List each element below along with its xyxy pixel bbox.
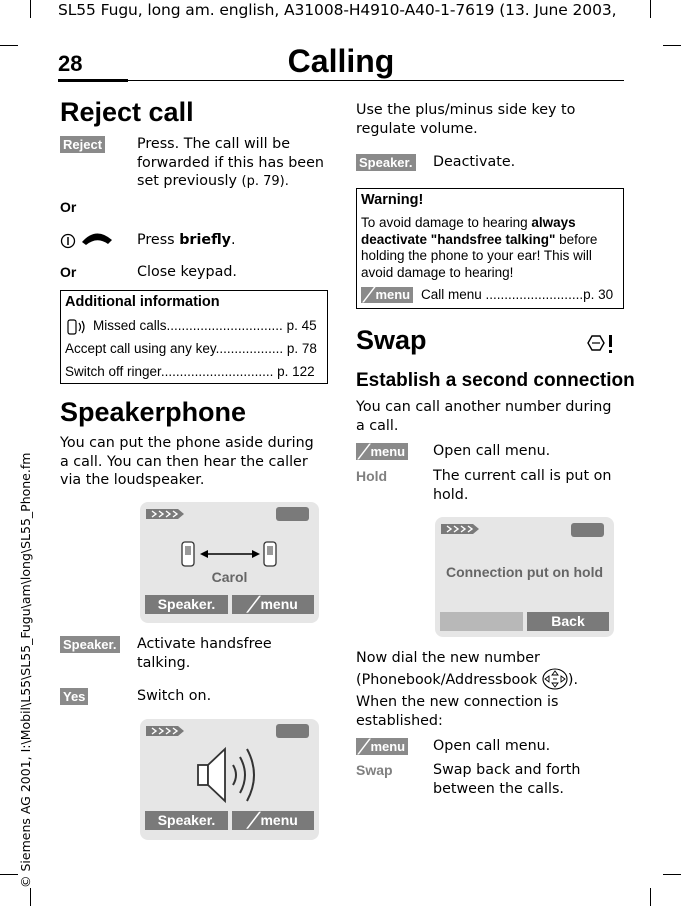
signal-icon [146,506,186,522]
info-row [65,341,317,356]
phone-glyph-icon: ╱ [248,812,261,828]
press-briefly [137,231,236,250]
info-dots: .............................. [160,364,274,379]
warning-bold-deactivate: deactivate "handsfree talking" [361,231,556,247]
open-call-menu-text: Open call menu. [433,443,551,459]
warning-text [361,215,619,281]
yes-description: Switch on. [137,688,212,704]
reject-softkey[interactable]: Reject [60,136,105,153]
call-menu-dots: .......................... [485,287,584,302]
menu-label: menu [375,287,411,302]
phone-glyph-icon: ╱ [359,444,371,459]
signal-icon [146,723,186,739]
warning-pre: To avoid damage to hearing [361,215,532,230]
info-dots: .................. [215,341,284,356]
phone-screen-speaker [140,719,319,840]
hold-message: Connection put on hold [445,564,604,580]
back-softkey[interactable]: Back [527,612,609,631]
loudspeaker-icon [195,743,267,807]
info-page: p. 78 [286,341,317,356]
dial-text: Now dial the new number (Phonebook/Addressbook [356,650,540,688]
crop-mark [650,0,651,18]
or-label: Or [60,264,77,280]
info-dots: ............................... [166,318,283,333]
menu-label: menu [370,444,406,459]
reject-description [137,135,327,192]
speaker-softkey[interactable]: Speaker. [145,811,228,830]
info-row [65,364,315,379]
phone-glyph-icon: ╱ [359,739,371,754]
menu-softkey[interactable] [356,443,408,460]
chapter-title: Calling [287,43,395,79]
info-page: p. 45 [286,318,317,333]
menu-softkey[interactable] [232,595,314,614]
additional-info-title: Additional information [65,294,220,310]
warning-post: before holding the phone to your ear! This will avoid damage to hearing! [361,231,598,280]
running-title: SL55 Fugu, long am. english, A31008-H4910-A40-1-7619 (13. June 2003, [58,1,617,19]
speaker-softkey[interactable]: Speaker. [60,636,120,653]
info-label: Accept call using any key [65,341,216,356]
caller-name: Carol [211,569,248,585]
deactivate-text: Deactivate. [433,154,516,170]
phone-glyph-icon: ╱ [364,287,376,302]
close-keypad: Close keypad. [137,264,237,280]
side-text: © Siemens AG 2001, I:\Mobil\L55\SL55_Fugu\am\long\SL55_Phone.fm [18,452,33,888]
warning-bold-always: always [531,215,576,230]
establish-second-heading: Establish a second connection [356,370,635,391]
menu-softkey[interactable] [232,811,314,830]
call-menu-ref [421,287,613,302]
or-label: Or [60,199,77,215]
call-connection-icon [180,538,280,572]
crop-mark [663,45,681,46]
volume-text: Use the plus/minus side key to regulate volume. [356,102,576,137]
reject-desc-text: Press. The call will be forwarded if this has been set previously [137,136,324,189]
info-page: p. 122 [277,364,315,379]
menu-softkey[interactable] [356,738,408,755]
period: . [231,232,236,248]
crop-mark [30,888,31,906]
phone-screen-call [140,502,319,623]
hold-description: The current call is put on hold. [433,468,612,503]
established-text: When the new connection is established: [356,694,559,729]
menu-label: menu [260,812,298,828]
battery-icon [571,523,604,537]
speaker-softkey[interactable]: Speaker. [356,154,416,171]
header-rule-thick [58,79,128,82]
dial-end: ). [567,671,578,688]
battery-icon [276,507,309,521]
nav-key-icon[interactable] [542,668,568,690]
network-feature-icon [586,332,616,356]
speaker-softkey[interactable]: Speaker. [145,595,228,614]
briefly-text: briefly [179,232,231,248]
phone-screen-hold [435,517,614,637]
page-number: 28 [58,51,83,76]
signal-icon [441,521,481,537]
swap-heading: Swap [356,325,427,355]
swap-intro: You can call another number during a call. [356,399,612,434]
crop-mark [30,0,31,18]
menu-label: menu [260,596,298,612]
speakerphone-intro: You can put the phone aside during a call. You can then hear the caller via the loudspeaker. [60,435,314,488]
missed-calls-icon [65,318,91,336]
open-call-menu-text: Open call menu. [433,738,551,754]
speaker-description: Activate handsfree talking. [137,636,272,671]
yes-softkey[interactable]: Yes [60,688,88,705]
additional-info-box [60,290,328,384]
info-label: Switch off ringer [65,364,161,379]
info-label: Missed calls [93,318,167,333]
warning-title: Warning! [361,192,424,208]
menu-label: menu [370,739,406,754]
end-key-icon[interactable] [60,228,120,252]
crop-mark [663,874,681,875]
battery-icon [276,724,309,738]
call-menu-label: Call menu [421,287,482,302]
reject-ref: (p. 79). [241,174,289,189]
crop-mark [0,45,18,46]
empty-softkey [440,612,523,631]
reject-call-heading: Reject call [60,97,194,127]
press-text: Press [137,232,175,248]
warning-box [356,188,624,309]
swap-option[interactable]: Swap [356,762,393,778]
speakerphone-heading: Speakerphone [60,397,247,427]
header-rule [58,80,624,81]
crop-mark [0,874,18,875]
call-menu-page: p. 30 [583,287,614,302]
phone-glyph-icon: ╱ [248,596,261,612]
crop-mark [650,888,651,906]
hold-option[interactable]: Hold [356,468,388,484]
swap-description: Swap back and forth between the calls. [433,762,581,797]
dial-new-number [356,649,622,690]
menu-softkey[interactable] [361,287,413,303]
info-row [93,318,317,333]
